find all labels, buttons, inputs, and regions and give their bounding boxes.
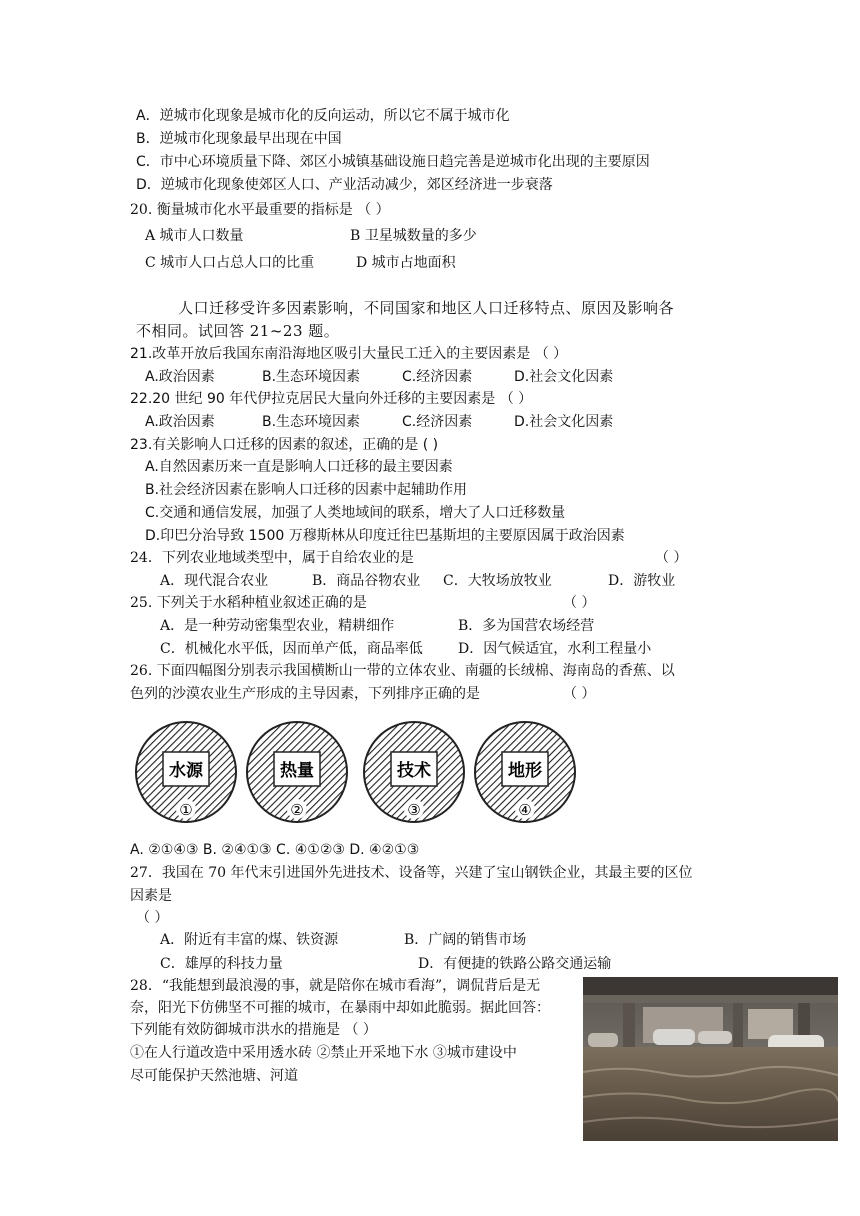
q26-line-1: 26. 下面四幅图分别表示我国横断山一带的立体农业、南疆的长绒棉、海南岛的香蕉、以	[130, 663, 675, 679]
q24-paren: （ ）	[655, 550, 688, 566]
q19-option-a: A．逆城市化现象是城市化的反向运动，所以它不属于城市化	[136, 108, 510, 124]
circle-label-heat: 热量	[280, 761, 314, 781]
circle-num-4: ④	[518, 801, 532, 819]
q20-stem: 20. 衡量城市化水平最重要的指标是 （ ）	[130, 202, 390, 218]
q23-option-b: B.社会经济因素在影响人口迁移的因素中起辅助作用	[145, 482, 468, 498]
flood-photo	[583, 977, 838, 1141]
q27-option-d: D．有便捷的铁路公路交通运输	[418, 956, 612, 972]
intro-line-2: 不相同。试回答 21~23 题。	[136, 322, 340, 340]
q28-line-5: 尽可能保护天然池塘、河道	[130, 1068, 298, 1084]
factor-circle-technology	[361, 719, 467, 825]
q26-line-2: 色列的沙漠农业生产形成的主导因素，下列排序正确的是	[130, 686, 480, 702]
q20-option-c: C 城市人口占总人口的比重	[145, 255, 315, 271]
q25-stem: 25. 下列关于水稻种植业叙述正确的是	[130, 595, 367, 611]
intro-line-1: 人口迁移受许多因素影响，不同国家和地区人口迁移特点、原因及影响各	[178, 299, 675, 317]
q20-option-d: D 城市占地面积	[356, 255, 456, 271]
q27-option-b: B．广阔的销售市场	[404, 932, 527, 948]
q24-option-d: D．游牧业	[608, 573, 676, 589]
q24-option-a: A．现代混合农业	[160, 573, 269, 589]
circle-label-technology: 技术	[397, 761, 431, 781]
q25-option-c: C．机械化水平低，因而单产低，商品率低	[160, 641, 423, 657]
circle-label-terrain: 地形	[508, 761, 542, 781]
circle-num-1: ①	[179, 801, 193, 819]
q19-option-d: D．逆城市化现象使郊区人口、产业活动减少，郊区经济进一步衰落	[136, 177, 553, 193]
q27-line-1: 27．我国在 70 年代末引进国外先进技术、设备等，兴建了宝山钢铁企业，其最主要的区位	[130, 865, 693, 881]
factor-circle-heat	[244, 719, 350, 825]
q23-option-d: D.印巴分治导致 1500 万穆斯林从印度迁往巴基斯坦的主要原因属于政治因素	[145, 528, 625, 544]
q25-option-d: D．因气候适宜，水利工程量小	[458, 641, 652, 657]
q21-option-a: A.政治因素	[145, 369, 215, 385]
q20-option-b: B 卫星城数量的多少	[350, 228, 477, 244]
factor-circle-water	[133, 719, 239, 825]
q22-option-a: A.政治因素	[145, 414, 215, 430]
q24-option-c: C．大牧场放牧业	[443, 573, 552, 589]
q22-option-c: C.经济因素	[402, 414, 473, 430]
q22-option-b: B.生态环境因素	[262, 414, 361, 430]
q21-stem: 21.改革开放后我国东南沿海地区吸引大量民工迁入的主要因素是 （ ）	[130, 346, 568, 362]
q24-option-b: B．商品谷物农业	[312, 573, 421, 589]
q24-stem: 24．下列农业地域类型中，属于自给农业的是	[130, 550, 414, 566]
q26-paren: （ ）	[563, 686, 596, 702]
circle-label-water: 水源	[169, 761, 203, 781]
circle-num-2: ②	[290, 801, 304, 819]
q25-paren: （ ）	[563, 595, 596, 611]
q28-line-3: 下列能有效防御城市洪水的措施是 （ ）	[130, 1022, 377, 1038]
q19-option-b: B．逆城市化现象最早出现在中国	[136, 131, 342, 147]
q21-option-c: C.经济因素	[402, 369, 473, 385]
factor-circle-terrain	[472, 719, 578, 825]
q19-option-c: C．市中心环境质量下降、郊区小城镇基础设施日趋完善是逆城市化出现的主要原因	[136, 154, 650, 170]
q22-stem: 22.20 世纪 90 年代伊拉克居民大量向外迁移的主要因素是 （ ）	[130, 391, 533, 407]
q20-option-a: A 城市人口数量	[145, 228, 244, 244]
q28-line-2: 奈，阳光下仿佛坚不可摧的城市，在暴雨中却如此脆弱。据此回答：	[130, 1000, 550, 1016]
q27-option-c: C．雄厚的科技力量	[160, 956, 283, 972]
q28-line-1: 28．“我能想到最浪漫的事，就是陪你在城市看海”，调侃背后是无	[130, 978, 541, 994]
q22-option-d: D.社会文化因素	[514, 414, 614, 430]
q28-line-4: ①在人行道改造中采用透水砖 ②禁止开采地下水 ③城市建设中	[130, 1045, 517, 1061]
q23-stem: 23.有关影响人口迁移的因素的叙述，正确的是 ( )	[130, 437, 439, 453]
q27-option-a: A．附近有丰富的煤、铁资源	[160, 932, 339, 948]
q21-option-b: B.生态环境因素	[262, 369, 361, 385]
q21-option-d: D.社会文化因素	[514, 369, 614, 385]
q25-option-b: B．多为国营农场经营	[458, 618, 595, 634]
q27-line-2: 因素是	[130, 888, 172, 904]
q23-option-a: A.自然因素历来一直是影响人口迁移的最主要因素	[145, 459, 453, 475]
q26-answers: A. ②①④③ B. ②④①③ C. ④①②③ D. ④②①③	[130, 842, 420, 858]
q27-paren: （ ）	[136, 910, 169, 926]
q23-option-c: C.交通和通信发展，加强了人类地域间的联系，增大了人口迁移数量	[145, 505, 566, 521]
q25-option-a: A．是一种劳动密集型农业，精耕细作	[160, 618, 395, 634]
circle-num-3: ③	[407, 801, 421, 819]
